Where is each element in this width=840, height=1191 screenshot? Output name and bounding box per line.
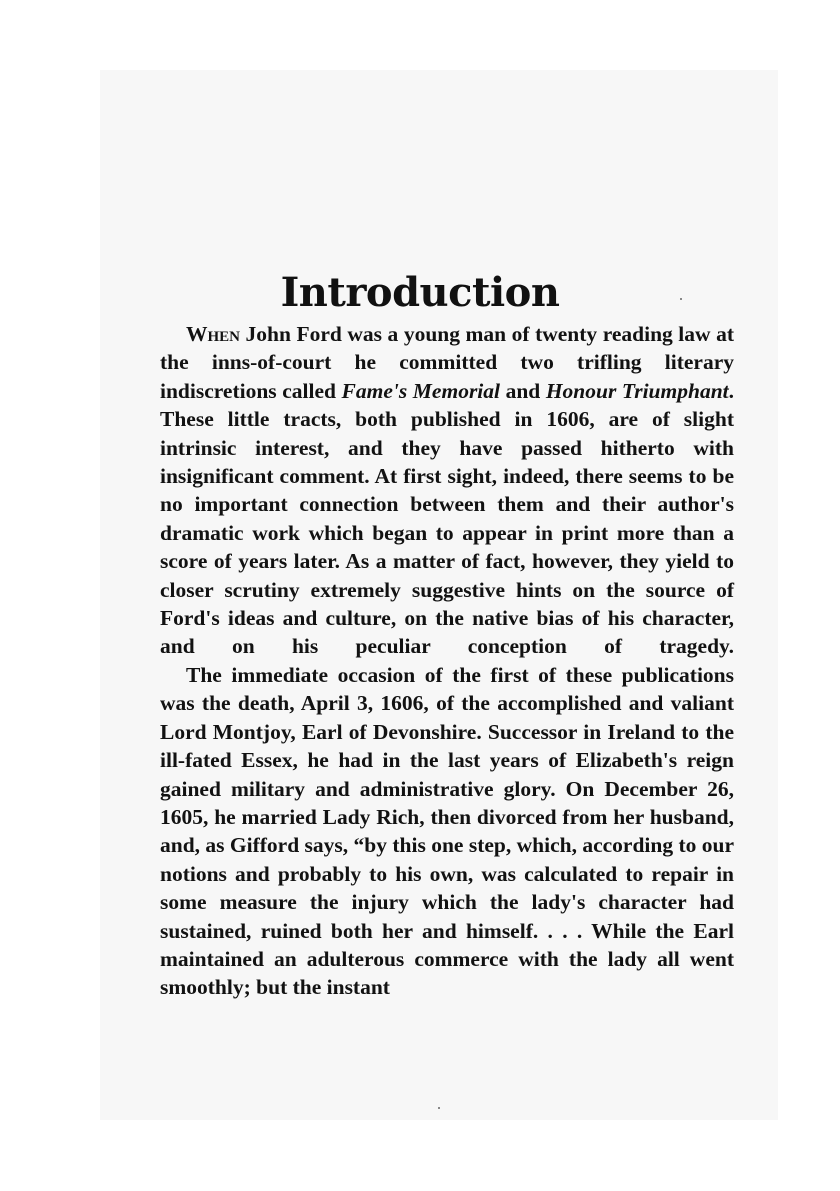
paragraph-1 <box>160 320 734 661</box>
paragraph-1-text-a: John Ford was a young man of twenty reading law at the inns-of-court he committed two trifling literary indiscretions called <box>160 322 734 403</box>
paragraph-1-text-b: and <box>500 378 546 403</box>
title-honour-triumphant: Honour Triumphant <box>545 378 729 403</box>
paragraph-2 <box>160 661 734 1002</box>
paragraph-1-text-c: . These little tracts, both published in 1606, are of slight intrinsic interest, and they have passed hitherto with insignificant comment. At first sight, indeed, there seems to be no important connection between them and their author's dramatic work which began to appear in print more than a score of years later. As a matter of fact, however, they yield to closer scrutiny extremely suggestive hints on the source of Ford's ideas and culture, on the native bias of his character, and on his peculiar conception of tragedy. <box>160 378 734 659</box>
body-text <box>160 320 734 1002</box>
title-fames-memorial: Fame's Memorial <box>341 378 501 403</box>
scan-speck <box>680 298 682 300</box>
dropword: When <box>186 322 241 346</box>
chapter-heading: Introduction <box>280 268 560 316</box>
paragraph-2-text: The immediate occasion of the first of these publications was the death, April 3, 1606, of the accomplished and valiant Lord Montjoy, Earl of Devonshire. Successor in Ireland to the ill-fated Essex, he had in the last years of Elizabeth's reign gained military and administrative glory. On December 26, 1605, he married Lady Rich, then divorced from her husband, and, as Gifford says, “by this one step, which, according to our notions and probably to his own, was calculated to repair in some measure the injury which the lady's character had sustained, ruined both her and himself. . . . While the Earl maintained an adulterous commerce with the lady all went smoothly; but the instant <box>160 662 734 1000</box>
scan-speck <box>438 1107 440 1109</box>
